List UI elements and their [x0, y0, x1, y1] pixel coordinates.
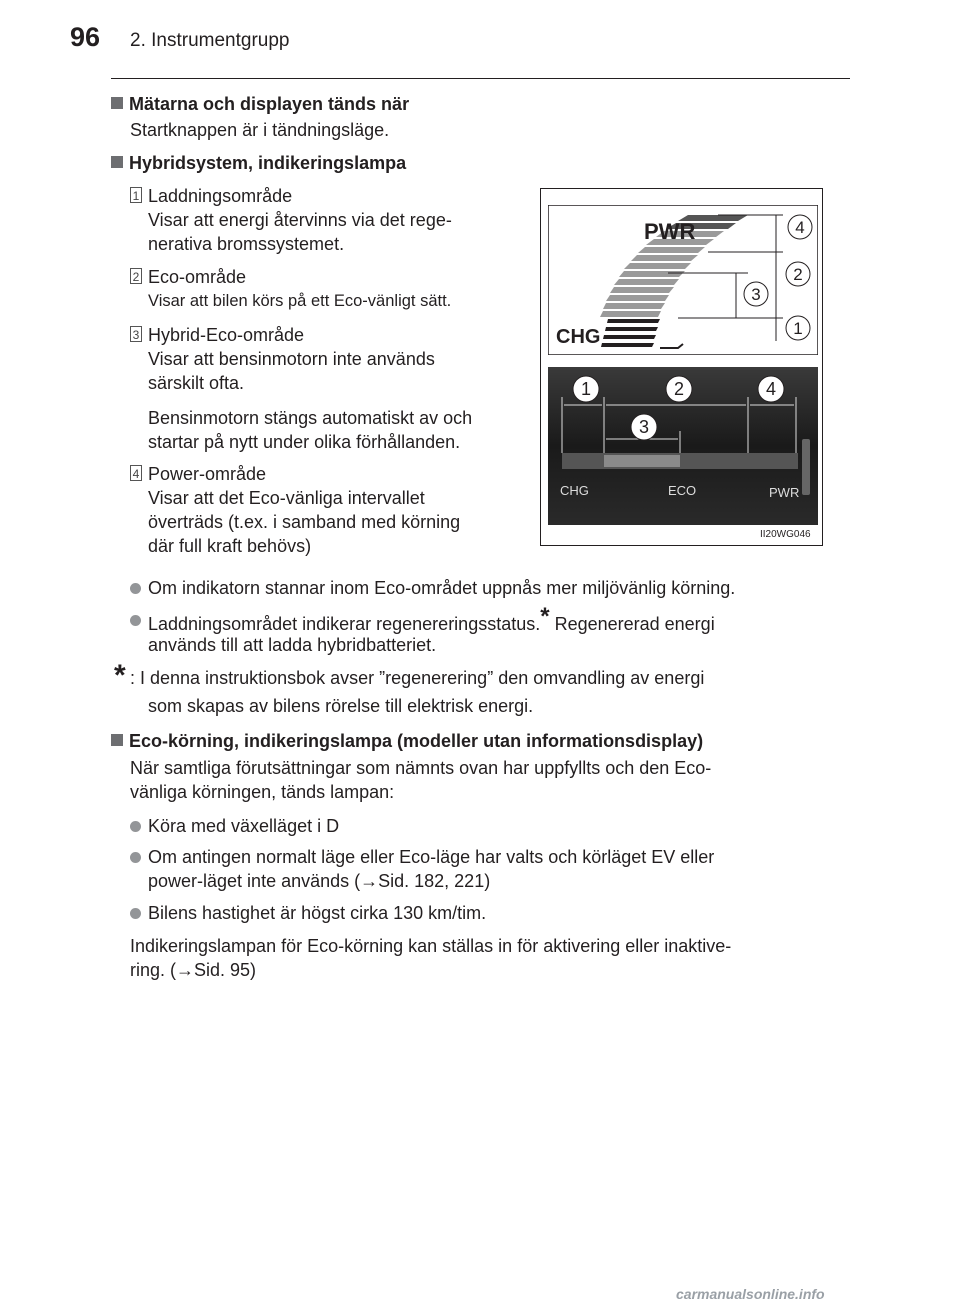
chapter-title: 2. Instrumentgrupp — [130, 30, 290, 51]
callout-1: 1 — [580, 379, 592, 399]
item-power-omrade: Power-område Visar att det Eco-vänliga intervallet överträds (t.ex. i samband med körning där full kraft behövs) — [148, 464, 461, 556]
footnote: : I denna instruktionsbok avser ”regenerering” den omvandling av energi som skapas av bilens rörelse till elektrisk energi. — [130, 668, 705, 716]
eco-bar-fill — [604, 455, 680, 467]
pwr-display-label: PWR — [769, 485, 800, 500]
callout-4: 4 — [765, 379, 777, 399]
item-eco-omrade: Eco-område Visar att bilen körs på ett Eco-vänligt sätt. — [148, 267, 452, 310]
callout-3: 3 — [751, 285, 761, 304]
chg-display-label: CHG — [560, 483, 589, 498]
bullet-driving-mode: Om antingen normalt läge eller Eco-läge har valts och körläget EV eller power-läget inte används (→Sid. 182, 221) — [148, 847, 715, 891]
callout-2: 2 — [673, 379, 685, 399]
square-marker-icon — [111, 97, 123, 109]
item-hybrid-eco-extra: Bensinmotorn stängs automatiskt av och startar på nytt under olika förhållanden. — [148, 408, 473, 452]
eco-bar-display-figure — [548, 367, 818, 525]
section-heading-3: Eco-körning, indikeringslampa (modeller utan informationsdisplay) — [111, 731, 703, 752]
item-laddningsomrade: Laddningsområde Visar att energi återvinns via det rege- nerativa bromssystemet. — [148, 186, 452, 254]
eco-display-label: ECO — [668, 483, 697, 498]
hybrid-indicator-meter-figure — [548, 205, 818, 355]
figure-caption: II20WG046 — [760, 529, 811, 540]
bullet-icon — [130, 583, 141, 594]
chg-label: CHG — [556, 326, 601, 348]
callout-4: 4 — [795, 218, 805, 237]
bullet-icon — [130, 615, 141, 626]
section-text-1: Startknappen är i tändningsläge. — [130, 120, 390, 140]
square-marker-icon — [111, 734, 123, 746]
section-3-outro: Indikeringslampan för Eco-körning kan ställas in för aktivering eller inaktive- ring. (→Sid. 95) — [130, 936, 732, 980]
callout-3: 3 — [638, 417, 650, 437]
item-number-badge: 2 — [130, 268, 142, 284]
section-heading-2: Hybridsystem, indikeringslampa — [111, 153, 406, 174]
bullet-eco-area: Om indikatorn stannar inom Eco-området uppnås mer miljövänlig körning. — [148, 578, 736, 598]
callout-2: 2 — [793, 265, 803, 284]
site-logo: carmanualsonline.info — [676, 1286, 825, 1302]
bullet-icon — [130, 908, 141, 919]
callout-1: 1 — [793, 319, 803, 338]
bullet-speed: Bilens hastighet är högst cirka 130 km/tim. — [148, 903, 487, 923]
bullet-icon — [130, 852, 141, 863]
pwr-label: PWR — [644, 219, 696, 244]
item-number-badge: 4 — [130, 465, 142, 481]
bullet-charge-area: Laddningsområdet indikerar regenereringsstatus.* Regenererad energi används till att ladda hybridbatteriet. — [148, 603, 715, 655]
header-rule — [111, 78, 850, 79]
item-hybrid-eco-omrade: Hybrid-Eco-område Visar att bensinmotorn inte används särskilt ofta. — [148, 325, 435, 393]
section-3-intro: När samtliga förutsättningar som nämnts ovan har uppfyllts och den Eco- vänliga körningen, tänds lampan: — [130, 758, 712, 802]
item-number-badge: 3 — [130, 326, 142, 342]
bullet-icon — [130, 821, 141, 832]
page-number: 96 — [70, 22, 101, 52]
square-marker-icon — [111, 156, 123, 168]
scroll-indicator — [802, 439, 810, 495]
section-heading-1: Mätarna och displayen tänds när — [111, 94, 409, 115]
footnote-marker: * — [114, 659, 126, 692]
item-number-badge: 1 — [130, 187, 142, 203]
bullet-gear-d: Köra med växelläget i D — [148, 816, 340, 836]
